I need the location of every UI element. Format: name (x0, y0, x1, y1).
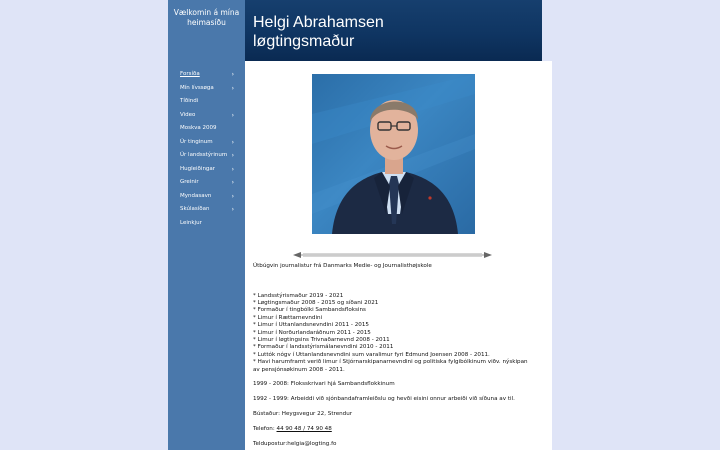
sidebar-item[interactable] (168, 82, 245, 96)
sidebar-item[interactable] (168, 203, 245, 217)
ornament-divider (293, 250, 492, 260)
chevron-right-icon: › (231, 179, 234, 186)
sidebar-item-label: Tíðindi (180, 98, 199, 104)
sidebar-item[interactable] (168, 217, 245, 231)
career-line: 1999 - 2008: Floksskrivari hjá Sambandsflokkinum (253, 381, 395, 388)
sidebar-item[interactable] (168, 163, 245, 177)
sidebar-item-label: Úr landsstýrinum (180, 152, 228, 158)
sidebar-item[interactable] (168, 122, 245, 136)
sidebar-item-label: Skúlasíðan (180, 206, 210, 212)
position-item: * Limur í Norðurlandaráðnum 2011 - 2015 (253, 329, 371, 336)
sidebar-item[interactable] (168, 109, 245, 123)
chevron-right-icon: › (231, 152, 234, 159)
sidebar-item-label: Moskva 2009 (180, 125, 217, 131)
bio-text (253, 263, 535, 448)
main-content (245, 61, 552, 450)
position-item: * Luttók nógv í Uttanlandsnevndini sum varalimur fyri Edmund Joensen 2008 - 2011. (253, 351, 490, 358)
career-line: 1992 - 1999: Arbeiddi við sjónbandaframleiðslu og hevði eisini onnur arbeiði við síðuna av til. (253, 396, 515, 403)
chevron-right-icon: › (231, 206, 234, 213)
portrait-photo (312, 74, 475, 234)
page-header (245, 0, 542, 61)
sidebar-item[interactable] (168, 95, 245, 109)
email-line[interactable]: Teldupostur:helgia@logting.fo (253, 440, 337, 447)
position-item: * Landsstýrismaður 2019 - 2021 (253, 292, 344, 299)
sidebar-item-label: Myndasavn (180, 192, 212, 199)
position-item: * Formaður í tingbólki Sambandsfloksins (253, 307, 366, 314)
chevron-right-icon: › (231, 71, 234, 78)
sidebar-item-label: Video (180, 111, 196, 118)
sidebar-item-label: Leinkjur (180, 219, 202, 226)
chevron-right-icon: › (231, 192, 234, 200)
chevron-right-icon: › (231, 111, 234, 119)
chevron-right-icon: › (231, 165, 234, 173)
address-line: Bústaður: Heygsvegur 22, Strendur (253, 411, 353, 418)
phone-link[interactable]: 44 90 48 / 74 90 48 (276, 425, 332, 432)
phone-line (253, 426, 535, 433)
sidebar (168, 0, 245, 450)
chevron-right-icon: › (231, 138, 234, 146)
position-item: * Formaður í landsstýrismálanevndini 2010 - 2011 (253, 344, 394, 351)
header-role: løgtingsmaður (253, 33, 355, 50)
position-item: * Limur í Rættarnevndini (253, 314, 323, 321)
sidebar-item[interactable] (168, 176, 245, 190)
position-item: * Limur í løgtingsins Trivnaðarnevnd 2008 - 2011 (253, 337, 390, 344)
sidebar-item[interactable] (168, 136, 245, 150)
phone-label: Telefon: (253, 425, 277, 432)
sidebar-item-label: Greinir (180, 179, 199, 185)
education-line: Útbúgvin journalistur frá Danmarks Medie- og Journalisthøjskole (253, 263, 432, 269)
sidebar-item-label: Forsíða (180, 71, 200, 77)
sidebar-nav (168, 68, 245, 230)
sidebar-item-label: Hugleiðingar (180, 165, 216, 172)
sidebar-item-label: Mín lívssøga (180, 84, 214, 91)
sidebar-item-label: Úr tinginum (180, 138, 213, 145)
position-item: * Løgtingsmaður 2008 - 2015 og síðani 2021 (253, 300, 379, 306)
header-name: Helgi Abrahamsen (253, 14, 384, 31)
sidebar-item[interactable] (168, 149, 245, 163)
position-item: * Havi harumframt verið limur í Stjórnarskipanarnevndini og politiska fylgibólkinum viðv. nýskipan av pensjónsøkinum 2008 - 2011. (253, 359, 528, 373)
portrait-image (312, 74, 475, 234)
chevron-right-icon: › (231, 84, 234, 92)
sidebar-item[interactable] (168, 68, 245, 82)
sidebar-item[interactable] (168, 190, 245, 204)
positions-list (253, 293, 535, 374)
position-item: * Limur í Uttanlandsnevndini 2011 - 2015 (253, 322, 369, 329)
welcome-text: Vælkomin á mína heimasíðu (173, 8, 240, 27)
